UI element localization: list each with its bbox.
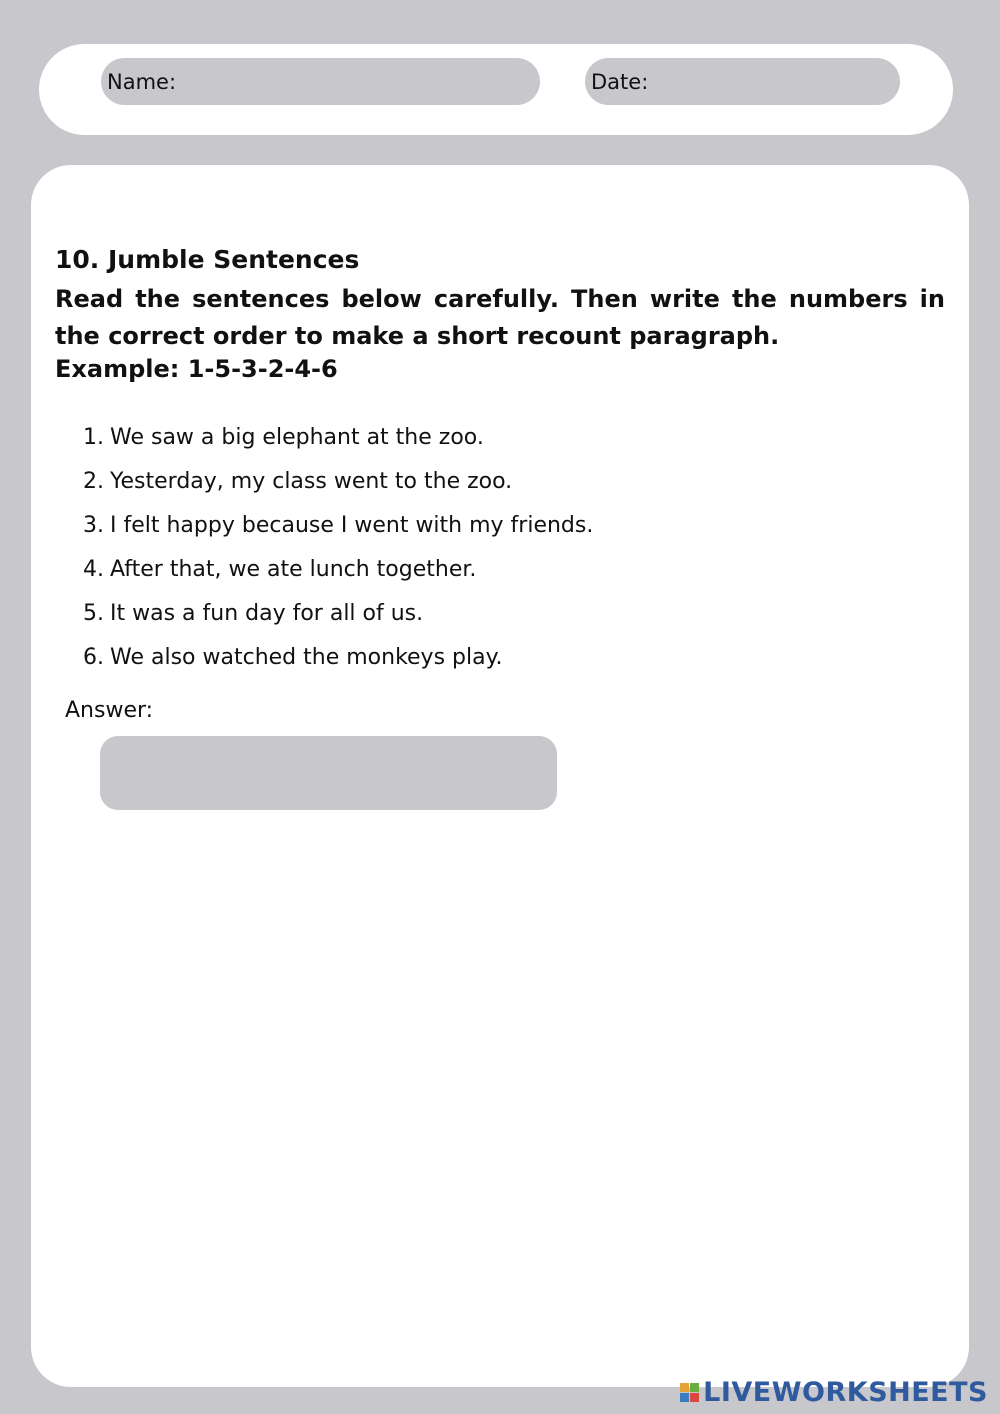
sentence-text: Yesterday, my class went to the zoo.	[110, 468, 513, 494]
sentence-text: I felt happy because I went with my friends.	[110, 512, 594, 538]
sentence-text: It was a fun day for all of us.	[110, 600, 424, 626]
sentence-number: 4.	[83, 556, 104, 582]
sentence-item	[83, 459, 593, 503]
sentence-list	[83, 415, 593, 679]
sentence-item	[83, 635, 593, 679]
name-field[interactable]	[101, 58, 540, 105]
sentence-text: We also watched the monkeys play.	[110, 644, 503, 670]
sentence-number: 5.	[83, 600, 104, 626]
logo-square-icon	[690, 1393, 699, 1402]
logo-square-icon	[690, 1383, 699, 1392]
logo-mark-icon	[680, 1383, 699, 1402]
sentence-item	[83, 503, 593, 547]
sentence-text: We saw a big elephant at the zoo.	[110, 424, 484, 450]
sentence-number: 2.	[83, 468, 104, 494]
sentence-number: 1.	[83, 424, 104, 450]
name-label: Name:	[107, 69, 177, 94]
sentence-item	[83, 591, 593, 635]
sentence-text: After that, we ate lunch together.	[110, 556, 477, 582]
sentence-item	[83, 547, 593, 591]
worksheet-card	[31, 165, 969, 1387]
example-text: Example: 1-5-3-2-4-6	[55, 355, 338, 383]
date-label: Date:	[591, 69, 649, 94]
header-card	[39, 44, 953, 135]
instructions: Read the sentences below carefully. Then write the numbers in the correct order to make a short recount paragraph.	[55, 285, 945, 350]
sentence-number: 3.	[83, 512, 104, 538]
worksheet-title: 10. Jumble Sentences	[55, 245, 360, 274]
sentence-item	[83, 415, 593, 459]
logo-text: LIVEWORKSHEETS	[703, 1377, 988, 1408]
logo-square-icon	[680, 1393, 689, 1402]
logo-square-icon	[680, 1383, 689, 1392]
answer-input[interactable]	[100, 736, 557, 810]
date-field[interactable]	[585, 58, 900, 105]
answer-label: Answer:	[65, 698, 154, 723]
sentence-number: 6.	[83, 644, 104, 670]
liveworksheets-logo	[680, 1377, 988, 1408]
